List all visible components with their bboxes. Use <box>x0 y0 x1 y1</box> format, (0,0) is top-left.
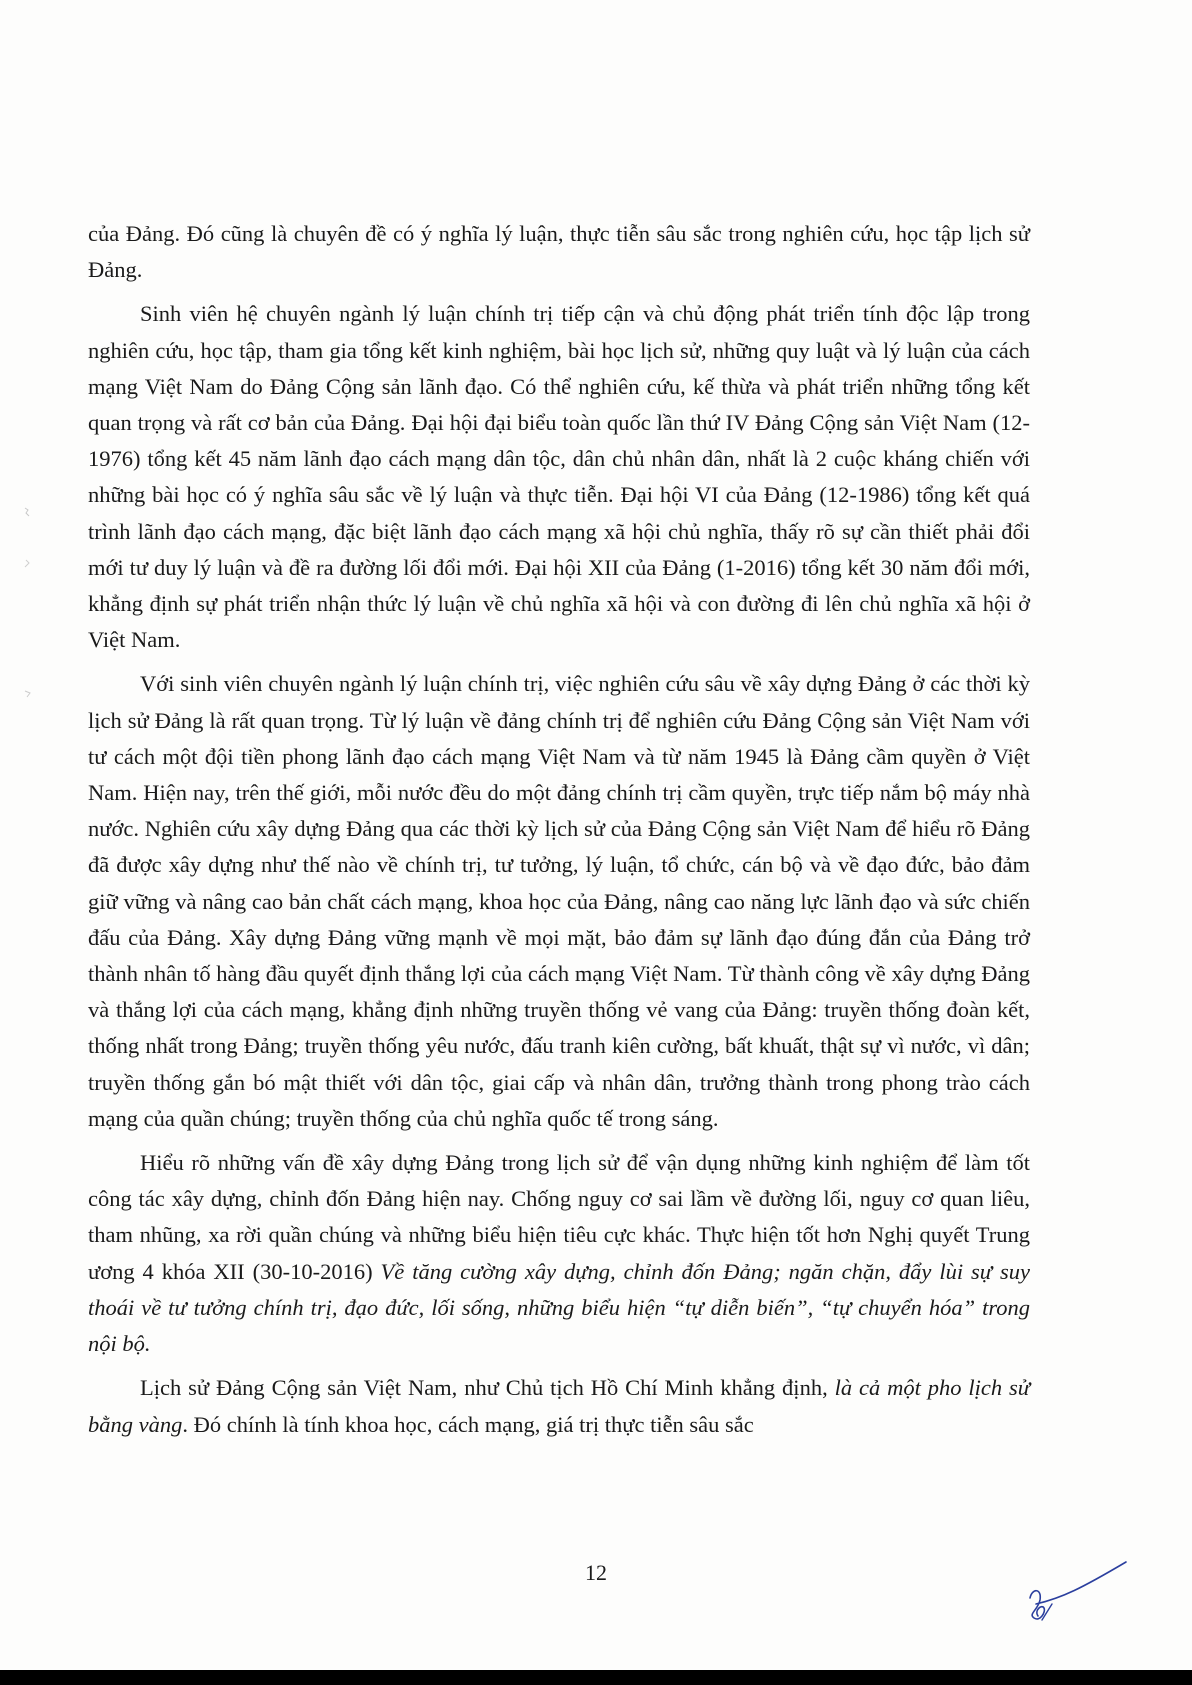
paragraph-text: Sinh viên hệ chuyên ngành lý luận chính trị tiếp cận và chủ động phát triển tính độc lập trong nghiên cứu, học tập, tham gia tổng kết kinh nghiệm, bài học lịch sử, những quy luật và lý luận của cách mạng Việt Nam do Đảng Cộng sản lãnh đạo. Có thể nghiên cứu, kế thừa và phát triển những tổng kết quan trọng và rất cơ bản của Đảng. Đại hội đại biểu toàn quốc lần thứ IV Đảng Cộng sản Việt Nam (12-1976) tổng kết 45 năm lãnh đạo cách mạng dân tộc, dân chủ nhân dân, nhất là 2 cuộc kháng chiến với những bài học có ý nghĩa sâu sắc về lý luận và thực tiễn. Đại hội VI của Đảng (12-1986) tổng kết quá trình lãnh đạo cách mạng, đặc biệt lãnh đạo cách mạng xã hội chủ nghĩa, thấy rõ sự cần thiết phải đổi mới tư duy lý luận và đề ra đường lối đổi mới. Đại hội XII của Đảng (1-2016) tổng kết 30 năm đổi mới, khẳng định sự phát triển nhận thức lý luận về chủ nghĩa xã hội và con đường đi lên chủ nghĩa xã hội ở Việt Nam. <box>88 301 1030 653</box>
page-number: 12 <box>585 1560 607 1585</box>
paragraph <box>88 666 1030 1137</box>
paragraph-text: Hiểu rõ những vấn đề xây dựng Đảng trong lịch sử để vận dụng những kinh nghiệm để làm tốt công tác xây dựng, chỉnh đốn Đảng hiện nay. Chống nguy cơ sai lầm về đường lối, nguy cơ quan liêu, tham nhũng, xa rời quần chúng và những biểu hiện tiêu cực khác. Thực hiện tốt hơn Nghị quyết Trung ương 4 khóa XII (30-10-2016) <box>88 1150 1030 1284</box>
paragraph-text: của Đảng. Đó cũng là chuyên đề có ý nghĩa lý luận, thực tiễn sâu sắc trong nghiên cứu, học tập lịch sử Đảng. <box>88 221 1030 283</box>
handwritten-initial <box>1022 1558 1132 1638</box>
scan-border <box>0 1670 1192 1685</box>
italic-text: là cả một pho lịch sử bằng vàng <box>88 1375 1030 1437</box>
paragraph <box>88 296 1030 658</box>
scan-speck <box>24 504 32 514</box>
paragraph <box>88 1145 1030 1362</box>
body-text <box>88 216 1030 1451</box>
scan-speck <box>24 556 32 566</box>
scan-speck <box>24 686 32 696</box>
paragraph <box>88 216 1030 288</box>
paragraph <box>88 1370 1030 1442</box>
paragraph-text: Lịch sử Đảng Cộng sản Việt Nam, như Chủ tịch Hồ Chí Minh khẳng định, <box>140 1375 835 1401</box>
italic-text: Về tăng cường xây dựng, chỉnh đốn Đảng; ngăn chặn, đẩy lùi sự suy thoái về tư tưởng chính trị, đạo đức, lối sống, những biểu hiện “tự diễn biến”, “tự chuyển hóa” trong nội bộ. <box>88 1258 1031 1357</box>
paragraph-text: . Đó chính là tính khoa học, cách mạng, giá trị thực tiễn sâu sắc <box>182 1411 754 1437</box>
paragraph-text: Với sinh viên chuyên ngành lý luận chính trị, việc nghiên cứu sâu về xây dựng Đảng ở các thời kỳ lịch sử Đảng là rất quan trọng. Từ lý luận về đảng chính trị để nghiên cứu Đảng Cộng sản Việt Nam với tư cách một đội tiền phong lãnh đạo cách mạng Việt Nam và từ năm 1945 là Đảng cầm quyền ở Việt Nam. Hiện nay, trên thế giới, mỗi nước đều do một đảng chính trị cầm quyền, trực tiếp nắm bộ máy nhà nước. Nghiên cứu xây dựng Đảng qua các thời kỳ lịch sử của Đảng Cộng sản Việt Nam để hiểu rõ Đảng đã được xây dựng như thế nào về chính trị, tư tưởng, lý luận, tổ chức, cán bộ và về đạo đức, bảo đảm giữ vững và nâng cao bản chất cách mạng, khoa học của Đảng, nâng cao năng lực lãnh đạo và sức chiến đấu của Đảng. Xây dựng Đảng vững mạnh về mọi mặt, bảo đảm sự lãnh đạo đúng đắn của Đảng trở thành nhân tố hàng đầu quyết định thắng lợi của cách mạng Việt Nam. Từ thành công về xây dựng Đảng và thắng lợi của cách mạng, khẳng định những truyền thống vẻ vang của Đảng: truyền thống đoàn kết, thống nhất trong Đảng; truyền thống yêu nước, đấu tranh kiên cường, bất khuất, thật sự vì nước, vì dân; truyền thống gắn bó mật thiết với dân tộc, giai cấp và nhân dân, trưởng thành trong phong trào cách mạng của quần chúng; truyền thống của chủ nghĩa quốc tế trong sáng. <box>88 671 1030 1131</box>
